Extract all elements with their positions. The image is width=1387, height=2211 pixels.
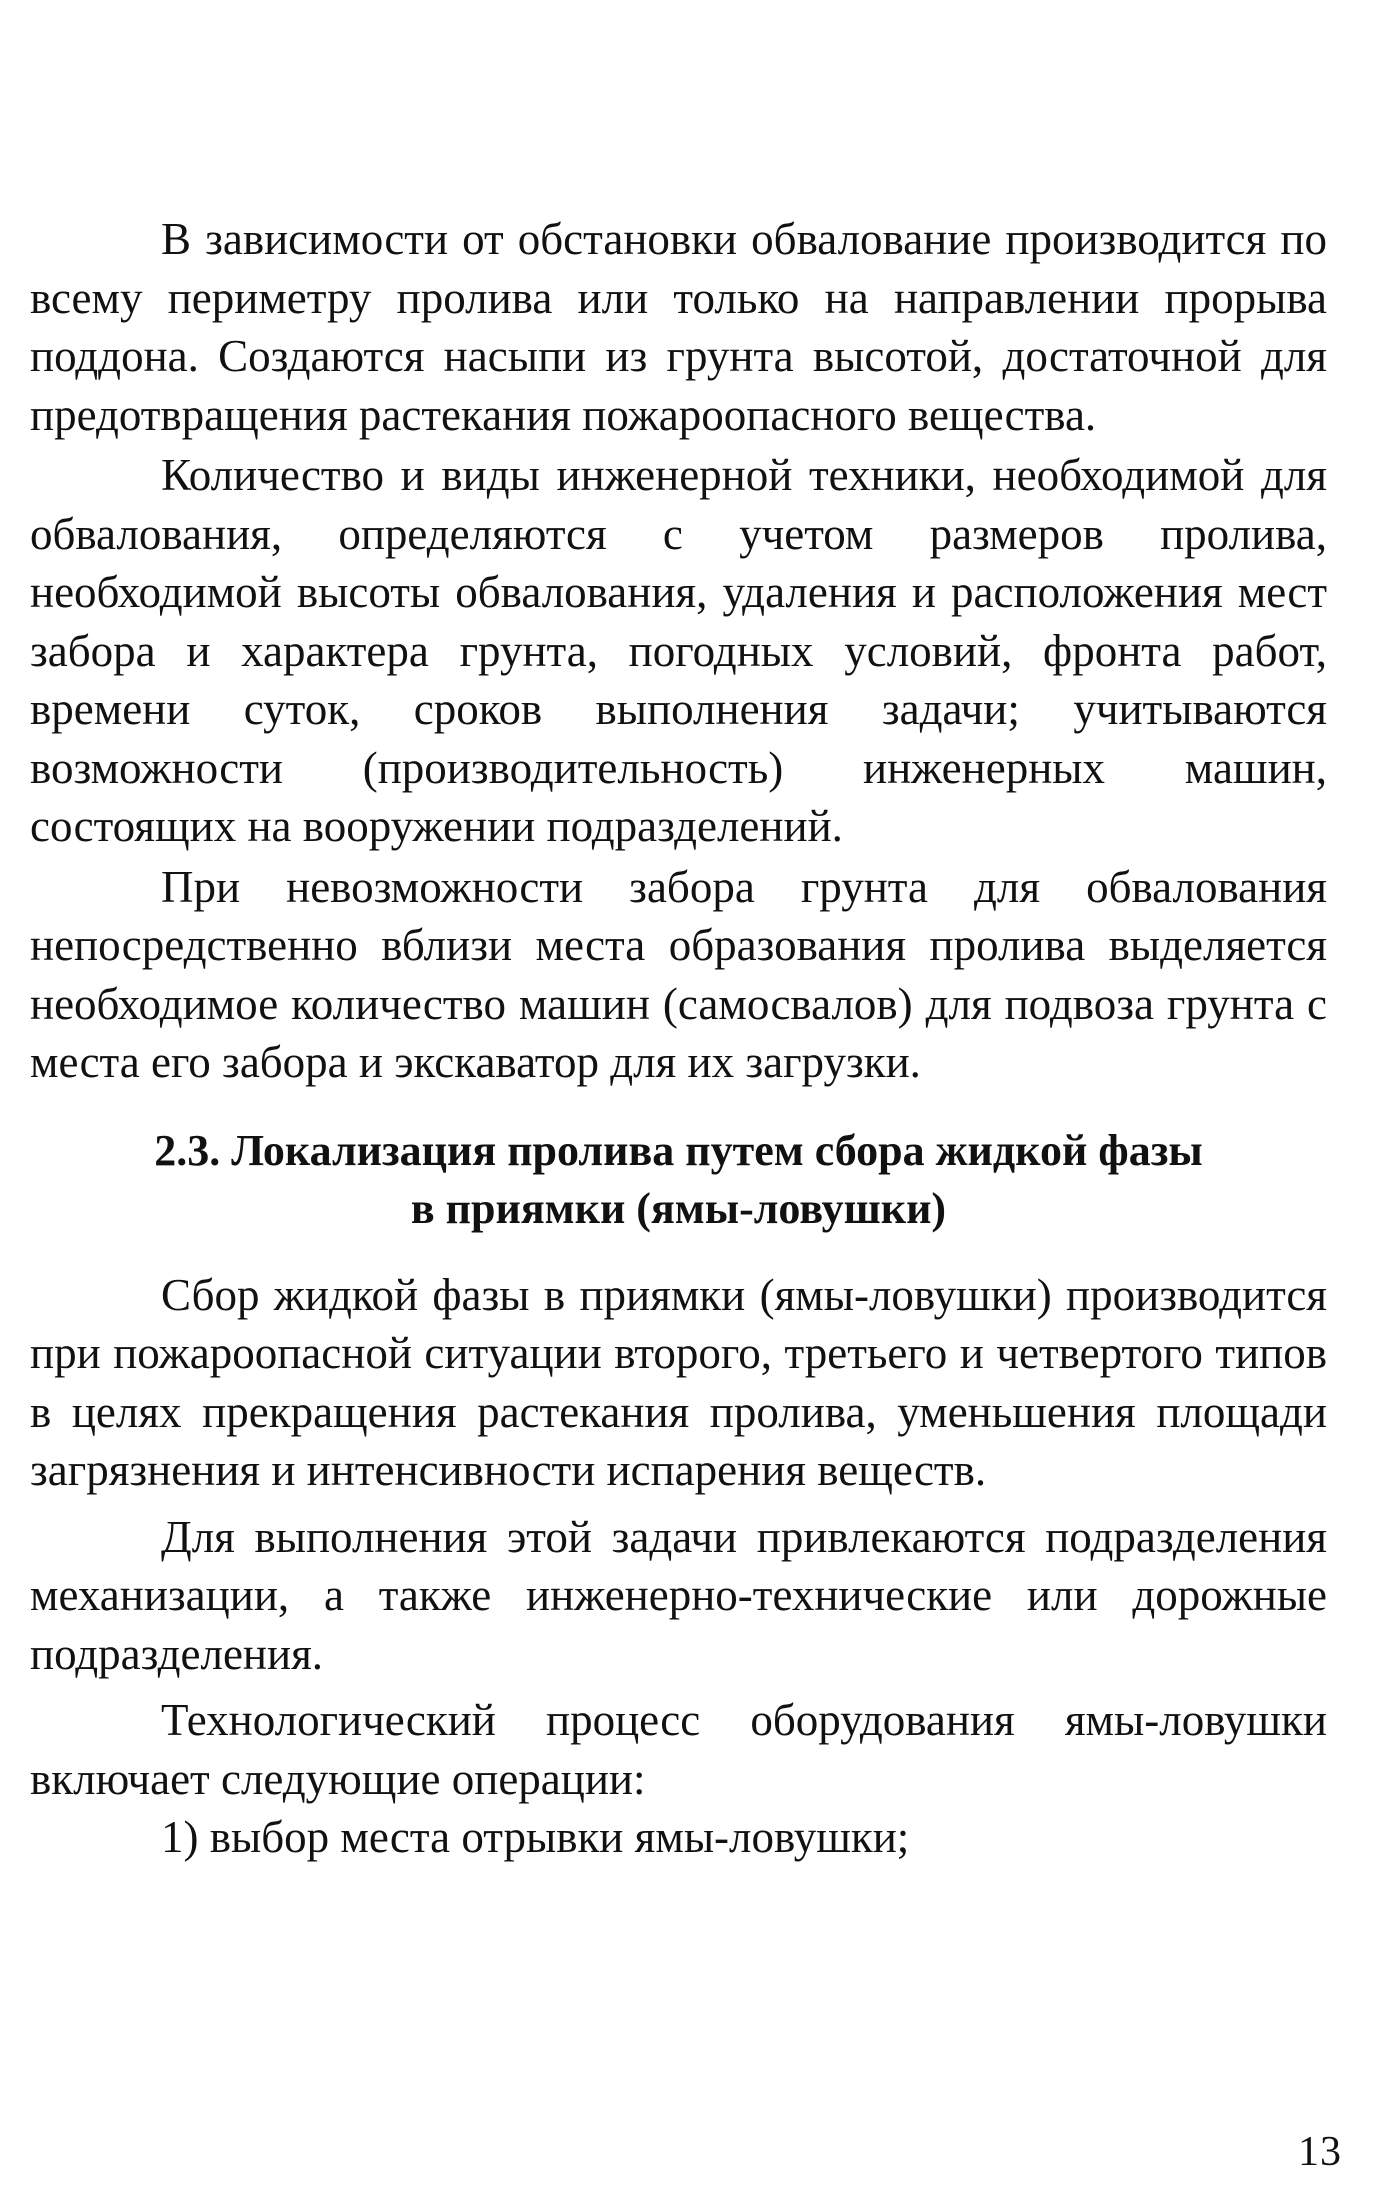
section-heading xyxy=(30,1122,1327,1238)
page-content xyxy=(30,210,1327,1867)
paragraph-mechanization-units: Для выполнения этой задачи привлекаются подразделения механизации, а также инженерно-технические или дорожные подразделения. xyxy=(30,1511,1327,1679)
page-number: 13 xyxy=(1298,2129,1342,2175)
paragraph-liquid-collection: Сбор жидкой фазы в приямки (ямы-ловушки) производится при пожароопасной ситуации второго, третьего и четвертого типов в целях прекращения растекания пролива, уменьшения площади загрязнения и интенсивности испарения веществ. xyxy=(30,1269,1327,1495)
section-heading-line-2: в приямки (ямы-ловушки) xyxy=(410,1183,947,1233)
list-item-1: 1) выбор места отрывки ямы-ловушки; xyxy=(161,1812,910,1862)
paragraph-soil-transport: При невозможности забора грунта для обвалования непосредственно вблизи места образования пролива выделяется необходимое количество машин (самосвалов) для подвоза грунта с места его забора и экскаватор для их загрузки. xyxy=(30,861,1327,1087)
paragraph-embankment-perimeter: В зависимости от обстановки обвалование производится по всему периметру пролива или только на направлении прорыва поддона. Создаются насыпи из грунта высотой, достаточной для предотвращения растекания пожароопасного вещества. xyxy=(30,214,1327,440)
section-heading-line-1: 2.3. Локализация пролива путем сбора жидкой фазы xyxy=(154,1125,1203,1175)
paragraph-technological-process: Технологический процесс оборудования ямы-ловушки включает следующие операции: xyxy=(30,1695,1327,1804)
paragraph-engineering-equipment: Количество и виды инженерной техники, необходимой для обвалования, определяются с учетом размеров пролива, необходимой высоты обвалования, удаления и расположения мест забора и характера грунта, погодных условий, фронта работ, времени суток, сроков выполнения задачи; учитываются возможности (производительность) инженерных машин, состоящих на вооружении подразделений. xyxy=(30,450,1327,851)
